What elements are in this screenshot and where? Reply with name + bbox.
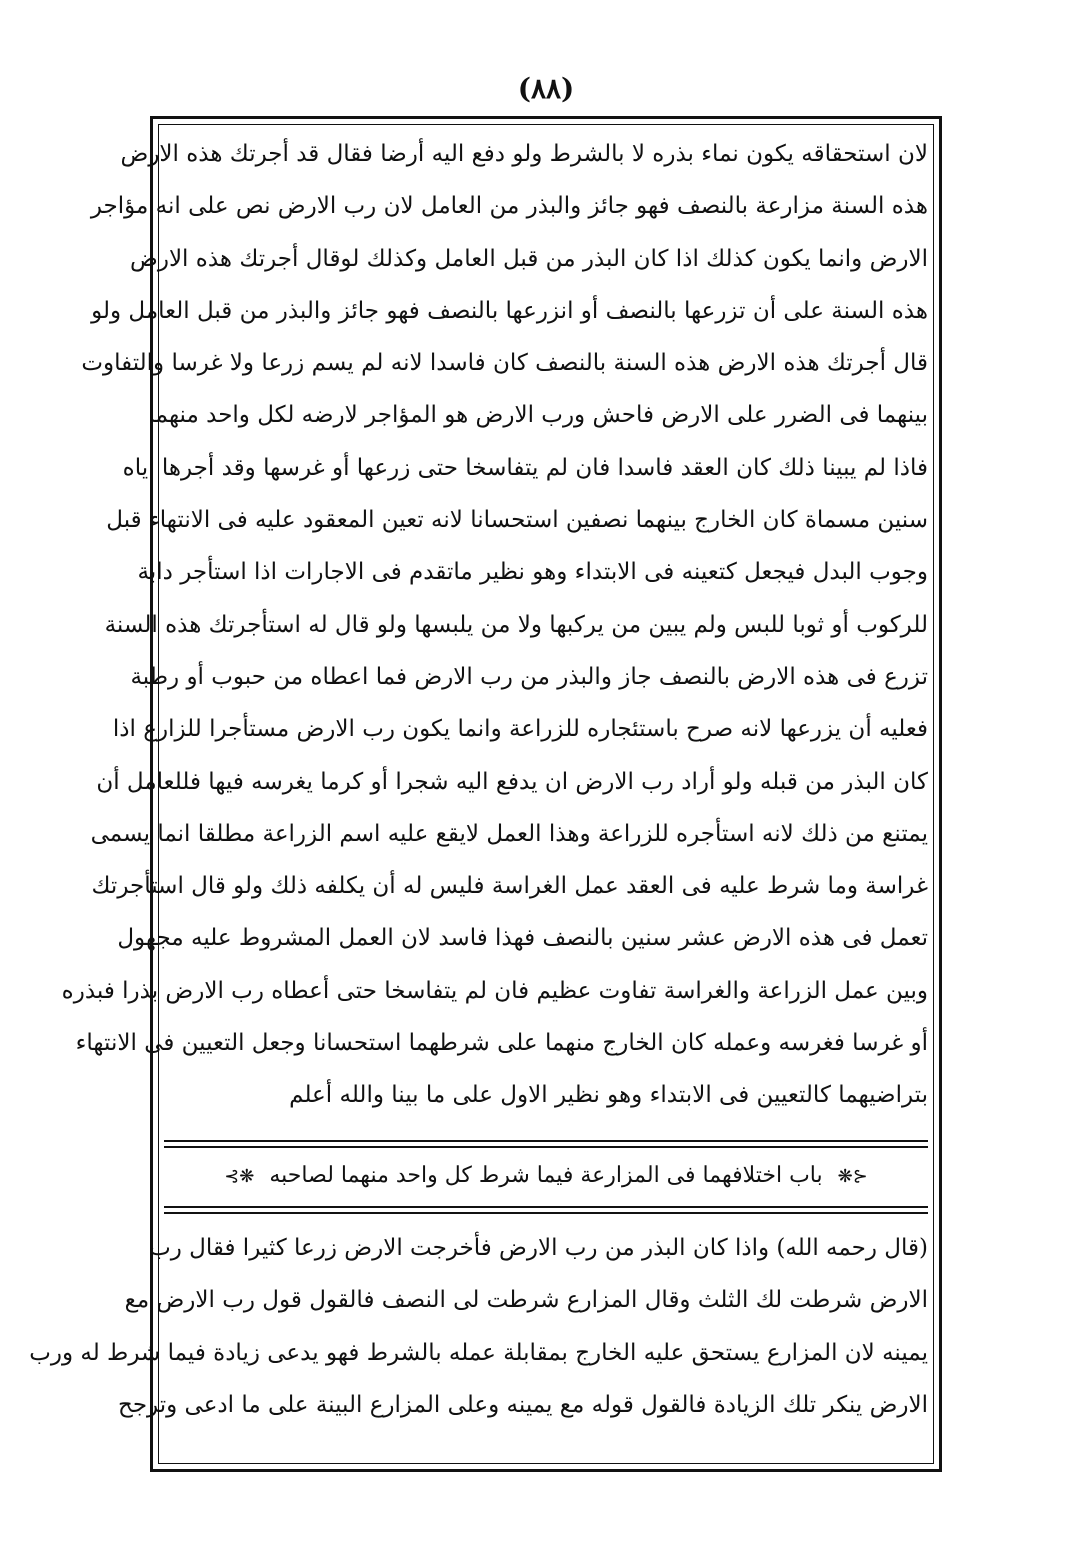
text-line: لان استحقاقه يكون نماء بذره لا بالشرط ولو دفع اليه أرضا فقال قد أجرتك هذه الارض	[120, 141, 928, 167]
text-line: تعمل فى هذه الارض عشر سنين بالنصف فهذا فاسد لان العمل المشروط عليه مجهول	[117, 925, 928, 952]
text-line: الارض ينكر تلك الزيادة فالقول قوله مع يمينه وعلى المزارع البينة على ما ادعى وترجح	[117, 1391, 928, 1418]
section-two	[29, 1222, 928, 1431]
chapter-title: باب اختلافهما فى المزارعة فيما شرط كل واحد منهما لصاحبه	[269, 1163, 823, 1188]
chapter-heading	[164, 1148, 928, 1204]
text-line: للركوب أو ثوبا للبس ولم يبين من يركبها ولا من يلبسها ولو قال له استأجرتك هذه السنة	[104, 611, 928, 638]
text-line: هذه السنة مزارعة بالنصف فهو جائز والبذر من العامل لان رب الارض نص على انه مؤاجر	[90, 193, 928, 220]
text-line: وجوب البدل فيجعل كتعينه فى الابتداء وهو نظير ماتقدم فى الاجارات اذا استأجر دابة	[137, 559, 928, 586]
text-line: يمينه لان المزارع يستحق عليه الخارج بمقابلة عمله بالشرط فهو يدعى زيادة فيما شرط له ورب	[29, 1339, 928, 1366]
page-number: (٨٨)	[517, 72, 575, 105]
text-line: بتراضيهما كالتعيين فى الابتداء وهو نظير الاول على ما بينا والله أعلم	[289, 1082, 928, 1109]
text-line: الارض شرطت لك الثلث وقال المزارع شرطت لى النصف فالقول قول رب الارض مع	[124, 1287, 928, 1314]
section-one	[61, 128, 928, 1122]
text-line: هذه السنة على أن تزرعها بالنصف أو انزرعها بالنصف فهو جائز والبذر من قبل العامل ولو	[91, 297, 928, 324]
text-line: فعليه أن يزرعها لانه صرح باستئجاره للزراعة وانما يكون رب الارض مستأجرا للزارع اذا	[112, 716, 928, 743]
text-line: يمتنع من ذلك لانه استأجره للزراعة وهذا العمل لايقع عليه اسم الزراعة مطلقا انما يسمى	[90, 820, 928, 847]
text-line: فاذا لم يبينا ذلك كان العقد فاسدا فان لم يتفاسخا حتى زرعها أو غرسها وقد أجرها اياه	[122, 454, 928, 481]
text-line: الارض وانما يكون كذلك اذا كان البذر من قبل العامل وكذلك لوقال أجرتك هذه الارض	[130, 245, 928, 272]
text-line: (قال رحمه الله) واذا كان البذر من رب الارض فأخرجت الارض زرعا كثيرا فقال رب	[149, 1235, 928, 1261]
text-line: تزرع فى هذه الارض بالنصف جاز والبذر من رب الارض فما اعطاه من حبوب أو رطبة	[130, 663, 928, 690]
text-line: بينهما فى الضرر على الارض فاحش ورب الارض هو المؤاجر لارضه لكل واحد منهما	[148, 402, 928, 429]
ornament-icon: ⊰❋	[837, 1166, 868, 1187]
text-line: وبين عمل الزراعة والغراسة تفاوت عظيم فان لم يتفاسخا حتى أعطاه رب الارض بذرا فبذره	[61, 977, 928, 1004]
text-line: أو غرسا فغرسه وعمله كان الخارج منهما على شرطهما استحسانا وجعل التعيين فى الانتهاء	[75, 1030, 928, 1057]
text-line: كان البذر من قبله ولو أراد رب الارض ان يدفع اليه شجرا أو كرما يغرسه فيها فللعامل أن	[96, 768, 928, 795]
divider-bottom-thin	[164, 1212, 928, 1214]
text-line: قال أجرتك هذه الارض هذه السنة بالنصف كان فاسدا لانه لم يسم زرعا ولا غرسا والتفاوت	[81, 350, 928, 377]
text-line: غراسة وما شرط عليه فى العقد عمل الغراسة فليس له أن يكلفه ذلك ولو قال استأجرتك	[91, 873, 928, 900]
ornament-icon: ❋⊱	[224, 1166, 255, 1187]
text-line: سنين مسماة كان الخارج بينهما نصفين استحسانا لانه تعين المعقود عليه فى الانتهاء قبل	[106, 507, 928, 534]
divider-bottom	[164, 1206, 928, 1208]
divider-top	[164, 1140, 928, 1142]
